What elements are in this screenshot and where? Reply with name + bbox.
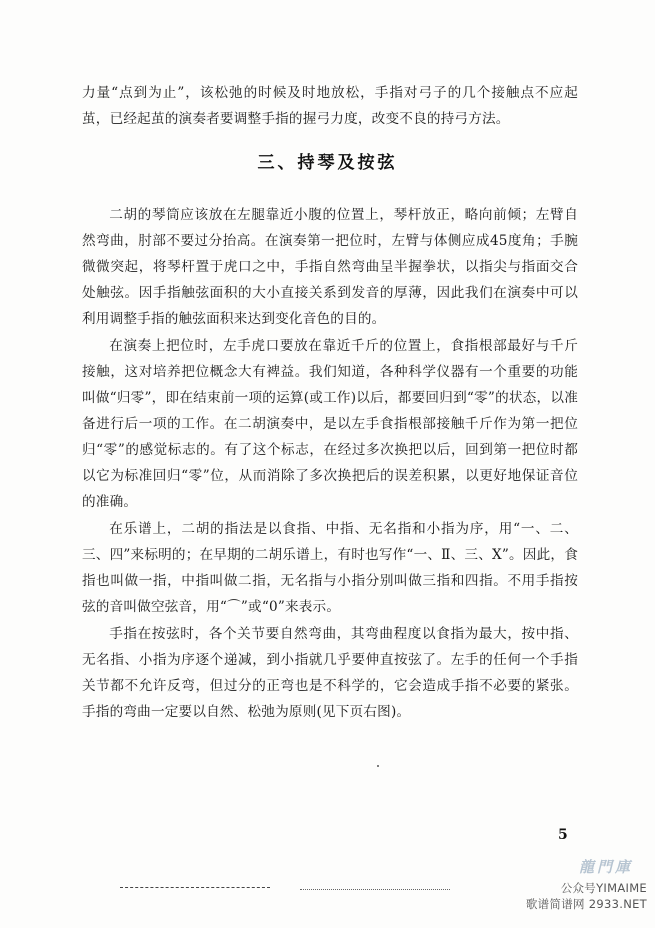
scan-speck	[377, 765, 379, 767]
watermark	[501, 854, 651, 924]
body-paragraph-3: 在乐谱上，二胡的指法是以食指、中指、无名指和小指为序，用“一、二、三、四”来标明的；在早期的二胡乐谱上，有时也写作“一、Ⅱ、三、X”。因此，食指也叫做一指，中指叫做二指，无名指与小指分别叫做三指和四指。不用手指按弦的音叫做空弦音，用“⌒”或“0”来表示。	[82, 521, 578, 615]
watermark-site-text: 歌谱简谱网 2933.NET	[525, 897, 647, 911]
scan-edge-line-2	[300, 889, 450, 890]
watermark-logo: 龍門庫	[578, 858, 633, 876]
body-paragraph-4: 手指在按弦时，各个关节要自然弯曲，其弯曲程度以食指为最大，按中指、无名指、小指为序逐个递减，到小指就几乎要伸直按弦了。左手的任何一个手指关节都不允许反弯，但过分的正弯也是不科学的，它会造成手指不必要的紧张。手指的弯曲一定要以自然、松弛为原则(见下页右图)。	[82, 626, 578, 720]
scan-edge-line	[120, 887, 270, 888]
section-body	[82, 202, 578, 725]
body-paragraph-1: 二胡的琴筒应该放在左腿靠近小腹的位置上，琴杆放正，略向前倾；左臂自然弯曲，肘部不要过分抬高。在演奏第一把位时，左臂与体侧应成45度角；手腕微微突起，将琴杆置于虎口之中，手指自然弯曲呈半握拳状，以指尖与指面交合处触弦。因手指触弦面积的大小直接关系到发音的厚薄，因此我们在演奏中可以利用调整手指的触弦面积来达到变化音色的目的。	[82, 207, 578, 327]
intro-paragraph: 力量“点到为止”，该松弛的时候及时地放松，手指对弓子的几个接触点不应起茧，已经起茧的演奏者要调整手指的握弓力度，改变不良的持弓方法。	[82, 85, 578, 127]
watermark-wechat-text: 公众号YIMAIME	[560, 881, 647, 895]
section-title: 三、持琴及按弦	[257, 153, 398, 173]
body-paragraph-2: 在演奏上把位时，左手虎口要放在靠近千斤的位置上，食指根部最好与千斤接触，这对培养把位概念大有裨益。我们知道，各种科学仪器有一个重要的功能叫做“归零”，即在结束前一项的运算(或工作)以后，都要回归到“零”的状态，以准备进行后一项的工作。在二胡演奏中，是以左手食指根部接触千斤作为第一把位归“零”的感觉标志的。有了这个标志，在经过多次换把以后，回到第一把位时都以它为标准回归“零”位，从而消除了多次换把后的误差积累，以更好地保证音位的准确。	[82, 338, 578, 510]
page-number: 5	[558, 827, 568, 843]
intro-paragraph-block	[82, 80, 578, 132]
